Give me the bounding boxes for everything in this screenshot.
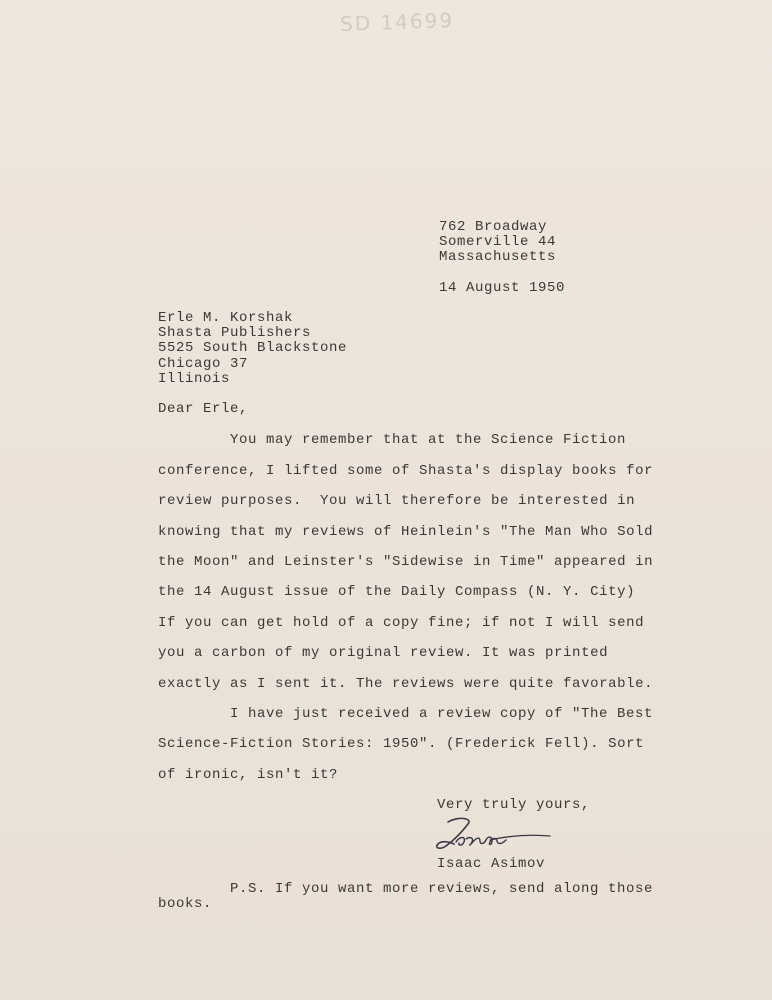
body-line: the Moon" and Leinster's "Sidewise in Time" appeared in <box>158 554 654 570</box>
letter-date: 14 August 1950 <box>439 280 566 296</box>
body-line: the 14 August issue of the Daily Compass (N. Y. City) <box>158 584 636 600</box>
salutation: Dear Erle, <box>158 401 249 417</box>
body-line: exactly as I sent it. The reviews were quite favorable. <box>158 676 654 692</box>
sender-address-line-2: Somerville 44 <box>439 234 557 250</box>
body-line: of ironic, isn't it? <box>158 767 339 783</box>
signature-drawing <box>428 812 558 854</box>
body-line: conference, I lifted some of Shasta's display books for <box>158 463 654 479</box>
recipient-city: Chicago 37 <box>158 356 249 372</box>
typed-name: Isaac Asimov <box>437 856 546 872</box>
body-line: knowing that my reviews of Heinlein's "The Man Who Sold <box>158 524 654 540</box>
recipient-street: 5525 South Blackstone <box>158 340 348 356</box>
body-line: you a carbon of my original review. It was printed <box>158 645 609 661</box>
sender-address-line-1: 762 Broadway <box>439 219 548 235</box>
body-line: If you can get hold of a copy fine; if not I will send <box>158 615 645 631</box>
closing: Very truly yours, <box>437 797 591 813</box>
postscript-line-2: books. <box>158 896 213 912</box>
recipient-company: Shasta Publishers <box>158 325 312 341</box>
body-line: You may remember that at the Science Fiction <box>230 432 627 448</box>
recipient-name: Erle M. Korshak <box>158 310 294 326</box>
body-line: review purposes. You will therefore be interested in <box>158 493 636 509</box>
body-line: Science-Fiction Stories: 1950". (Frederick Fell). Sort <box>158 736 645 752</box>
recipient-state: Illinois <box>158 371 231 387</box>
sender-address-line-3: Massachusetts <box>439 249 557 265</box>
archive-mark: SD 14699 <box>339 8 455 36</box>
body-line: I have just received a review copy of "The Best <box>230 706 654 722</box>
postscript-line-1: P.S. If you want more reviews, send along those <box>230 881 654 897</box>
handwritten-signature <box>428 812 558 854</box>
